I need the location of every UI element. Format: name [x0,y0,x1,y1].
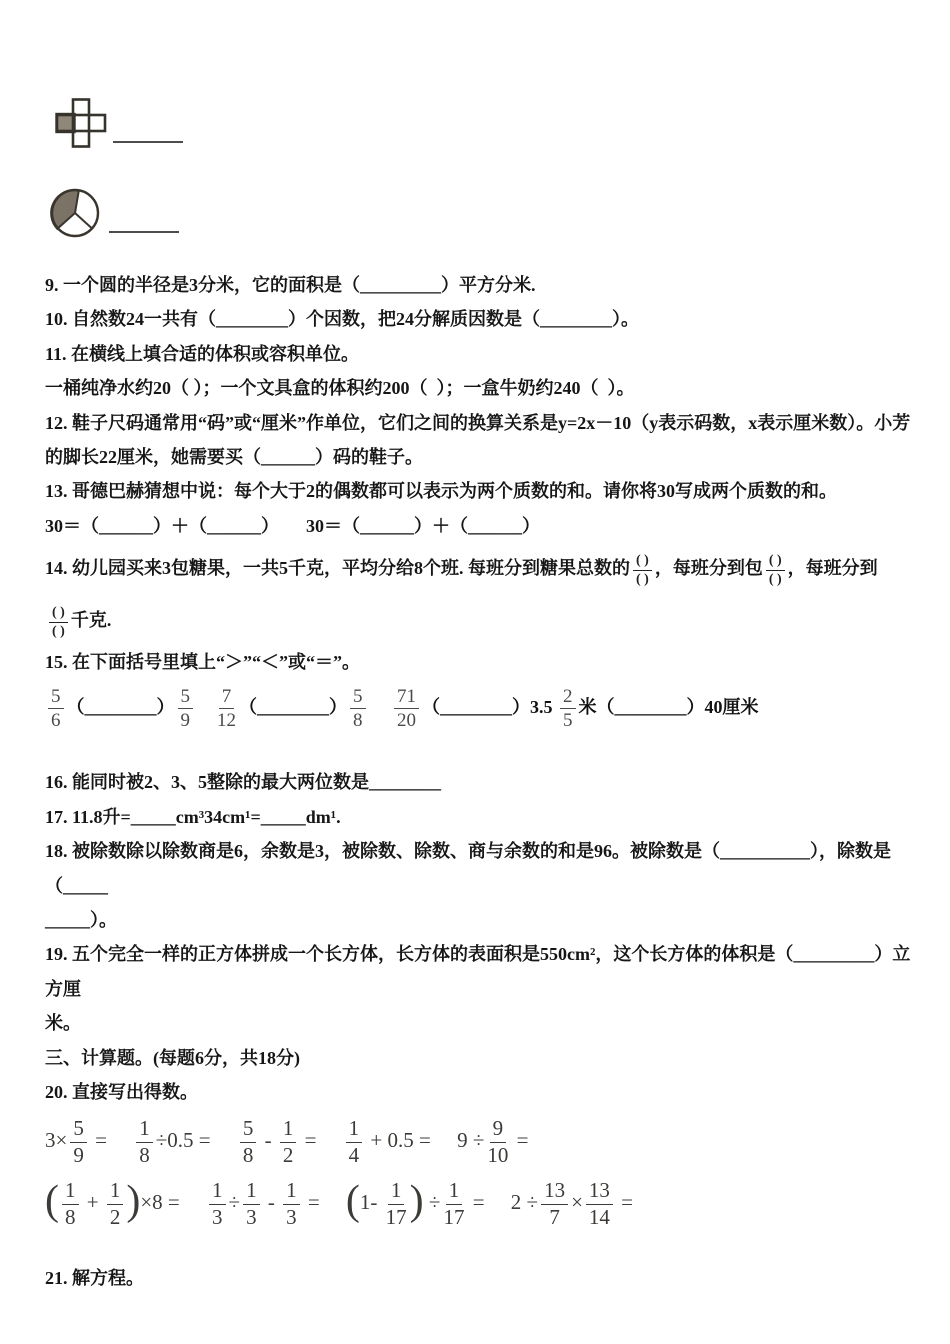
math-text: （________） [66,696,175,717]
fraction [70,1117,87,1167]
big-parenthesis: ( [45,1177,59,1224]
figure-cross-row [55,98,912,148]
fraction [62,1179,79,1229]
math-text: ，每班分到 [787,558,878,579]
fraction [346,1117,363,1167]
fraction [386,1179,407,1229]
fraction [280,1117,297,1167]
fraction-numerator: 5 [70,1117,87,1143]
math-text: ，每班分到包 [654,558,763,579]
fraction-numerator: 5 [350,686,366,709]
fraction-denominator: 20 [397,710,416,732]
fraction-numerator: 1 [346,1117,363,1143]
fraction [766,553,785,587]
fraction-numerator: ( ) [633,553,652,571]
math-text: （________） [239,696,347,717]
math-text: = [615,1190,633,1215]
math-text: 3.5 [530,696,557,717]
fraction-numerator: ( ) [766,553,785,571]
big-parenthesis: ) [126,1177,141,1224]
fraction-numerator: 1 [107,1179,124,1205]
fraction-denominator: 14 [588,1204,610,1229]
fraction-denominator: 8 [353,710,363,732]
math-text: 3× [45,1128,68,1153]
fraction [394,686,419,732]
fraction-denominator: 9 [73,1142,84,1167]
fraction [283,1179,300,1229]
answer-blank-line [109,231,179,233]
fraction-denominator: 8 [65,1204,76,1229]
fraction-numerator: 7 [219,686,235,709]
fraction [443,1179,464,1229]
question-13: 13. 哥德巴赫猜想中说：每个大于2的偶数都可以表示为两个质数的和。请你将30写成两个质数的和。 [45,481,837,502]
math-text: = [511,1128,529,1153]
fraction [107,1179,124,1229]
big-parenthesis: ( [345,1177,360,1224]
fraction-denominator: 4 [348,1142,360,1167]
fraction-numerator: 1 [283,1179,300,1205]
question-15-comparison-row [45,686,912,732]
fraction-denominator: 3 [286,1204,297,1229]
fraction-numerator: 1 [136,1117,153,1143]
math-text: 米（________） [578,696,705,717]
math-text: = [467,1190,511,1215]
fraction-denominator: 10 [487,1142,509,1167]
fraction [243,1179,260,1229]
math-text: + [81,1190,104,1215]
question-13-equations: 30＝（______）＋（______） 30＝（______）＋（______） [45,515,540,536]
fraction-denominator: 12 [217,710,236,732]
question-12-line1: 12. 鞋子尺码通常用“码”或“厘米”作单位，它们之间的换算关系是y=2x－10（y表示码数，x表示厘米数）。小芳 [45,412,911,433]
fraction-numerator: 1 [280,1117,297,1143]
question-20-calculation-row1 [45,1117,912,1167]
question-19-line2: 米。 [45,1013,81,1034]
fraction-numerator: 13 [541,1179,568,1205]
math-text: 2 ÷ [510,1190,539,1215]
math-text: = [299,1128,343,1153]
question-9: 9. 一个圆的半径是3分米，它的面积是（_________）平方分米. [45,275,536,295]
fraction-denominator: 17 [443,1204,465,1229]
answer-blank-line [113,141,183,143]
math-text: = [89,1128,134,1153]
fraction [586,1179,613,1229]
math-text: ÷ [423,1190,441,1215]
question-19-line1: 19. 五个完全一样的正方体拼成一个长方体，长方体的表面积是550cm²，这个长方体的体积是（_________）立方厘 [45,944,911,999]
fraction-numerator: 71 [394,686,419,709]
fraction-numerator: 1 [243,1179,260,1205]
fraction [136,1117,153,1167]
question-20-calculation-row2 [45,1179,912,1229]
fraction-numerator: 5 [240,1117,257,1143]
fraction-denominator: 17 [385,1204,407,1229]
question-14-line1 [45,551,912,587]
fraction [217,686,236,732]
fraction-denominator: 8 [242,1142,254,1167]
fraction-denominator: ( ) [636,571,649,587]
math-text: 9 ÷ [457,1128,485,1153]
math-text [196,697,214,717]
question-17: 17. 11.8升=_____cm³34cm¹=_____dm¹. [45,806,341,827]
fraction-denominator: 2 [109,1204,121,1229]
question-18-line1: 18. 被除数除以除数商是6，余数是3，被除数、除数、商与余数的和是96。被除数是（__________），除数是（_____ [45,841,891,896]
math-text: + 0.5 = [365,1128,458,1153]
fraction-numerator: 2 [560,686,576,709]
question-11: 11. 在横线上填合适的体积或容积单位。 [45,343,360,364]
fraction-denominator: 7 [549,1204,560,1229]
fraction [350,686,366,732]
fraction [48,686,64,732]
fraction-denominator: ( ) [52,623,65,639]
math-text: 千克. [70,610,112,631]
fraction [633,553,652,587]
math-text: ÷0.5 = [155,1128,237,1153]
fraction-numerator: 5 [48,686,64,709]
math-text [369,697,392,717]
fraction-numerator: 9 [490,1117,507,1143]
fraction-denominator: ( ) [768,571,782,587]
question-12-line2: 的脚长22厘米，她需要买（______）码的鞋子。 [45,447,423,468]
question-18-line2: _____）。 [45,909,117,930]
fraction-numerator: 1 [446,1179,463,1205]
fraction-denominator: 3 [212,1204,223,1229]
math-text: ×8 = [140,1190,207,1215]
math-text: ÷ [228,1190,241,1215]
figure-pie-row [49,188,912,238]
pie-one-third-shaded-figure [49,188,103,238]
fraction-denominator: 2 [282,1142,294,1167]
fraction [49,605,68,639]
question-16: 16. 能同时被2、3、5整除的最大两位数是________ [45,772,441,793]
fraction [209,1179,226,1229]
fraction-numerator: 1 [388,1179,405,1205]
fraction [560,686,576,732]
question-11-units-line: 一桶纯净水约20（ ）；一个文具盒的体积约200（ ）；一盒牛奶约240（ ）。 [45,378,635,399]
math-text: × [571,1190,583,1215]
math-text: - [259,1128,277,1153]
fraction-denominator: 5 [563,710,573,732]
math-text: （________） [422,696,530,717]
fraction-numerator: ( ) [49,605,68,623]
fraction-numerator: 1 [62,1179,79,1205]
fraction [541,1179,568,1229]
cube-net-cross-figure [55,98,107,148]
section-3-header: 三、计算题。(每题6分，共18分) [45,1047,300,1068]
fraction-numerator: 13 [586,1179,613,1205]
divider-line [75,213,92,228]
question-14-line2 [46,603,912,639]
question-10: 10. 自然数24一共有（________）个因数，把24分解质因数是（________）。 [45,309,639,330]
math-text: - [262,1190,281,1215]
math-text: 40厘米 [704,696,759,717]
fraction-denominator: 6 [51,710,61,732]
fraction-numerator: 5 [178,686,194,709]
big-parenthesis: ) [409,1177,424,1224]
question-15: 15. 在下面括号里填上“＞”“＜”或“＝”。 [45,652,360,673]
math-text: 14. 幼儿园买来3包糖果，一共5千克，平均分给8个班. 每班分到糖果总数的 [45,558,630,579]
question-20: 20. 直接写出得数。 [45,1081,198,1102]
fraction-numerator: 1 [209,1179,226,1205]
math-text: = [302,1190,346,1215]
fraction-denominator: 9 [180,710,190,732]
math-text: 1- [359,1190,383,1215]
fraction-denominator: 3 [246,1204,257,1229]
question-21: 21. 解方程。 [45,1268,144,1289]
fraction [178,686,194,732]
fraction [487,1117,508,1167]
fraction [240,1117,257,1167]
fraction-denominator: 8 [139,1142,150,1167]
